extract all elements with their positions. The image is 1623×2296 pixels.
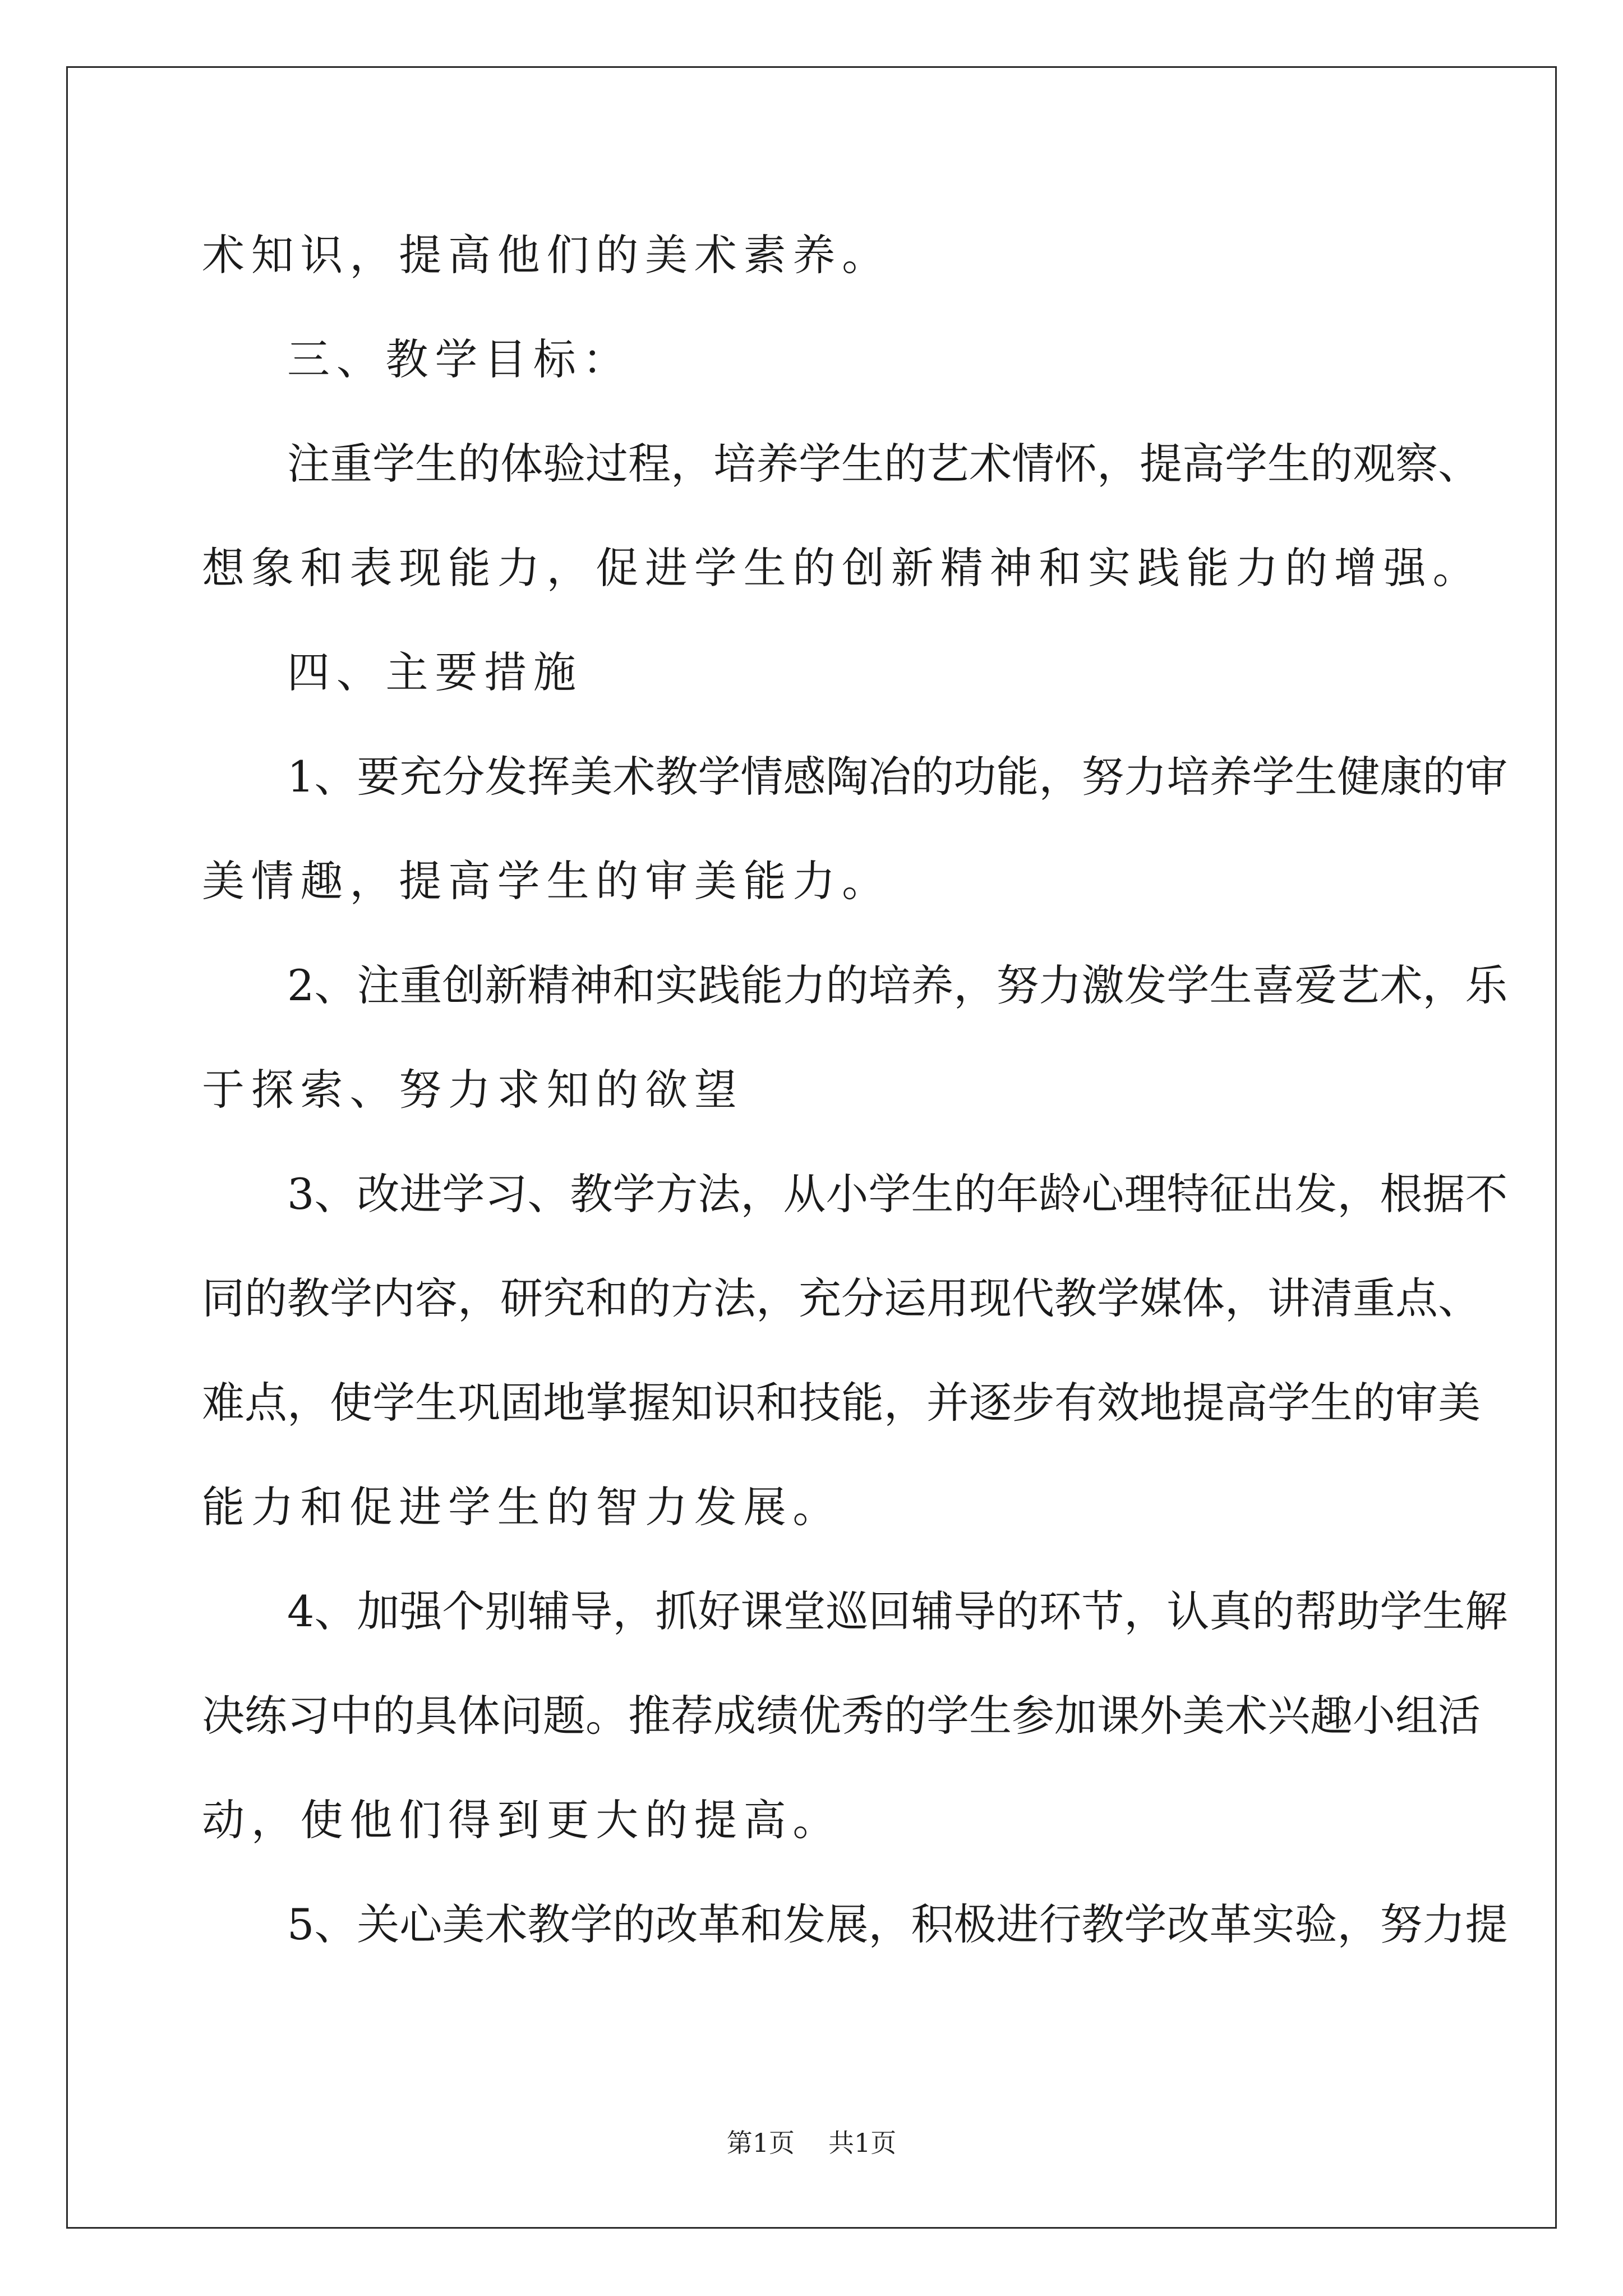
document-body (202, 203, 1508, 1977)
section-heading: 三、教学目标： (287, 334, 632, 384)
text-line: 想象和表现能力，促进学生的创新精神和实践能力的增强。 (202, 543, 1482, 593)
text-line: 能力和促进学生的智力发展。 (202, 1482, 842, 1532)
text-line: 4、加强个别辅导，抓好课堂巡回辅导的环节，认真的帮助学生解 (287, 1586, 1508, 1636)
text-line: 2、注重创新精神和实践能力的培养，努力激发学生喜爱艺术，乐 (287, 960, 1508, 1010)
text-line: 于探索、努力求知的欲望 (202, 1065, 744, 1115)
section-heading: 四、主要措施 (287, 647, 583, 697)
text-line: 3、改进学习、教学方法，从小学生的年龄心理特征出发，根据不 (287, 1169, 1508, 1219)
text-line: 动，使他们得到更大的提高。 (202, 1795, 842, 1845)
text-line: 美情趣，提高学生的审美能力。 (202, 856, 891, 906)
page-total: 共1页 (828, 2128, 897, 2158)
text-line: 注重学生的体验过程，培养学生的艺术情怀，提高学生的观察、 (287, 439, 1481, 489)
page-number: 第1页 (726, 2128, 795, 2158)
page-footer (0, 2126, 1623, 2160)
text-line: 1、要充分发挥美术教学情感陶冶的功能，努力培养学生健康的审 (287, 752, 1508, 802)
text-line: 术知识，提高他们的美术素养。 (202, 230, 891, 280)
text-line: 同的教学内容，研究和的方法，充分运用现代教学媒体，讲清重点、 (202, 1273, 1481, 1323)
text-line: 5、关心美术教学的改革和发展，积极进行教学改革实验，努力提 (287, 1899, 1508, 1949)
text-line: 难点，使学生巩固地掌握知识和技能，并逐步有效地提高学生的审美 (202, 1378, 1481, 1428)
text-line: 决练习中的具体问题。推荐成绩优秀的学生参加课外美术兴趣小组活 (202, 1691, 1481, 1741)
